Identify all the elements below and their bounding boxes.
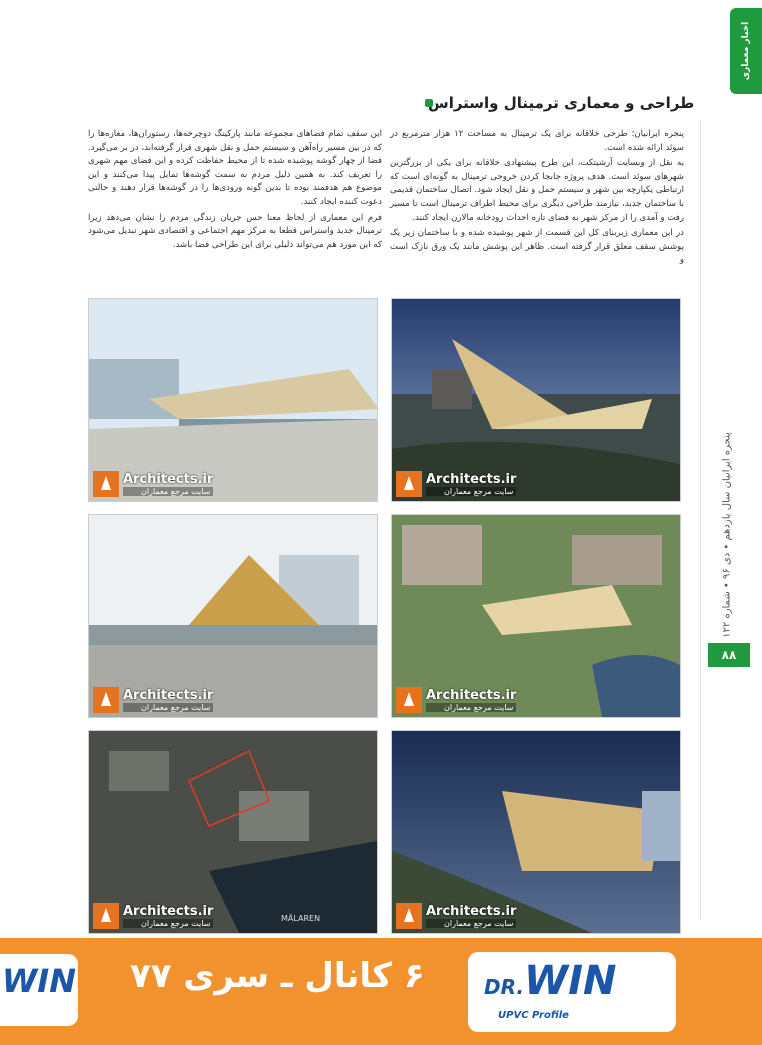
watermark-subtitle: سایت مرجع معماران bbox=[426, 703, 516, 712]
ad-brand-prefix: DR. bbox=[484, 975, 524, 999]
watermark-brand: Architects.ir bbox=[123, 688, 214, 703]
photo-aerial-city bbox=[391, 514, 681, 718]
watermark bbox=[93, 903, 213, 929]
page-number: ۸۸ bbox=[708, 643, 750, 667]
issue-info bbox=[716, 430, 738, 640]
watermark bbox=[396, 687, 516, 713]
compass-logo-icon bbox=[93, 471, 119, 497]
watermark-subtitle: سایت مرجع معماران bbox=[123, 919, 213, 928]
ad-brand-tag: UPVC Profile bbox=[498, 1010, 569, 1021]
paragraph: این سقف تمام فضاهای مجموعه مانند پارکینگ دوچرخه‌ها، رستوران‌ها، مغازه‌ها را که در بین مسیر راه‌آهن و سیستم حمل و نقل شهری قرار گرفته‌اند، در بر می‌گیرد. فضا از چهار گوشه پوشیده شده تا از محیط حفاظت کرده و این فضای مهم شهری را تعریف کند. به همین دلیل مردم به سمت گوشه‌ها تمایل پیدا می‌کنند و این موضوع هم هدفمند بوده تا بدین گونه ورودی‌ها را در گوشه‌ها قرار دهند و حالتی دعوت کننده ایجاد کنند. bbox=[88, 129, 382, 207]
watermark-subtitle: سایت مرجع معماران bbox=[123, 487, 213, 496]
ad-banner[interactable] bbox=[0, 938, 762, 1045]
issue-line: پنجره ایرانیان سال یازدهم • دی ۹۶ • شماره ۱۲۲ bbox=[721, 432, 733, 638]
section-tab-label: اخبار معماری bbox=[741, 21, 751, 81]
section-tab bbox=[730, 8, 762, 94]
compass-logo-icon bbox=[396, 687, 422, 713]
watermark-brand: Architects.ir bbox=[426, 904, 517, 919]
photo-terminal-dusk bbox=[391, 298, 681, 502]
photo-terminal-night bbox=[391, 730, 681, 934]
article-column-right bbox=[390, 128, 684, 270]
watermark-subtitle: سایت مرجع معماران bbox=[426, 487, 516, 496]
watermark-subtitle: سایت مرجع معماران bbox=[426, 919, 516, 928]
paragraph: در این معماری زیربنای کل این قسمت از شهر پوشیده شده و با ساختمان زیر یک پوشش سقف معلق قرار گرفته است. ظاهر این پوشش مانند یک ورق نازک است و bbox=[390, 228, 684, 266]
watermark-subtitle: سایت مرجع معماران bbox=[123, 703, 213, 712]
watermark bbox=[93, 471, 213, 497]
compass-logo-icon bbox=[396, 471, 422, 497]
paragraph: پنجره ایرانیان؛ طرحی خلاقانه برای یک ترمینال به مساحت ۱۲ هزار مترمربع در سوئد ارائه شده است. bbox=[390, 129, 684, 153]
watermark-brand: Architects.ir bbox=[123, 904, 214, 919]
photo-terminal-street bbox=[88, 514, 378, 718]
ad-partial-brand: WIN bbox=[2, 962, 76, 1000]
ad-brand-logo bbox=[468, 952, 676, 1032]
paragraph: به نقل از وبسایت آرشیتکت، این طرح پیشنهادی خلاقانه برای یکی از بزرگترین شهرهای سوئد است. هدف پروژه جابجا کردن خروجی ترمینال به گونه‌ای است که ارتباطی یکپارچه بین شهر و سیستم حمل و نقل ایجاد شود. اتصال ساختمان قدیمی با ساختمان جدید، نیازمند طراحی دیگری برای محیط اطراف ترمینال است تا مسیر رفت و آمدی را از مرکز شهر به فضای تازه احداث رودخانه مالارن ایجاد کنند. bbox=[390, 158, 684, 223]
column-divider bbox=[700, 120, 701, 920]
paragraph: فرم این معماری از لحاظ معنا حس جریان زندگی مردم را نشان می‌دهد زیرا ترمینال جدید واستراس قطعا به مرکز مهم اجتماعی و اقتصادی شهر تبدیل می‌شود که این مورد هم می‌تواند دلیلی برای این طراحی فضا باشد. bbox=[88, 212, 382, 250]
article-heading bbox=[422, 92, 695, 114]
ad-slogan: ۶ کانال ـ سری ۷۷ bbox=[130, 956, 425, 996]
article-title: طراحی و معماری ترمینال واستراس bbox=[428, 94, 695, 112]
watermark bbox=[93, 687, 213, 713]
compass-logo-icon bbox=[93, 903, 119, 929]
watermark bbox=[396, 903, 516, 929]
watermark-brand: Architects.ir bbox=[426, 688, 517, 703]
watermark-brand: Architects.ir bbox=[426, 472, 517, 487]
photo-terminal-plaza bbox=[88, 298, 378, 502]
ad-partial-logo bbox=[0, 954, 78, 1026]
compass-logo-icon bbox=[93, 687, 119, 713]
compass-logo-icon bbox=[396, 903, 422, 929]
watermark-brand: Architects.ir bbox=[123, 472, 214, 487]
map-label: MÄLAREN bbox=[281, 914, 321, 923]
ad-brand-main: WIN bbox=[523, 958, 617, 1004]
watermark bbox=[396, 471, 516, 497]
photo-satellite-map bbox=[88, 730, 378, 934]
article-column-left bbox=[88, 128, 382, 254]
